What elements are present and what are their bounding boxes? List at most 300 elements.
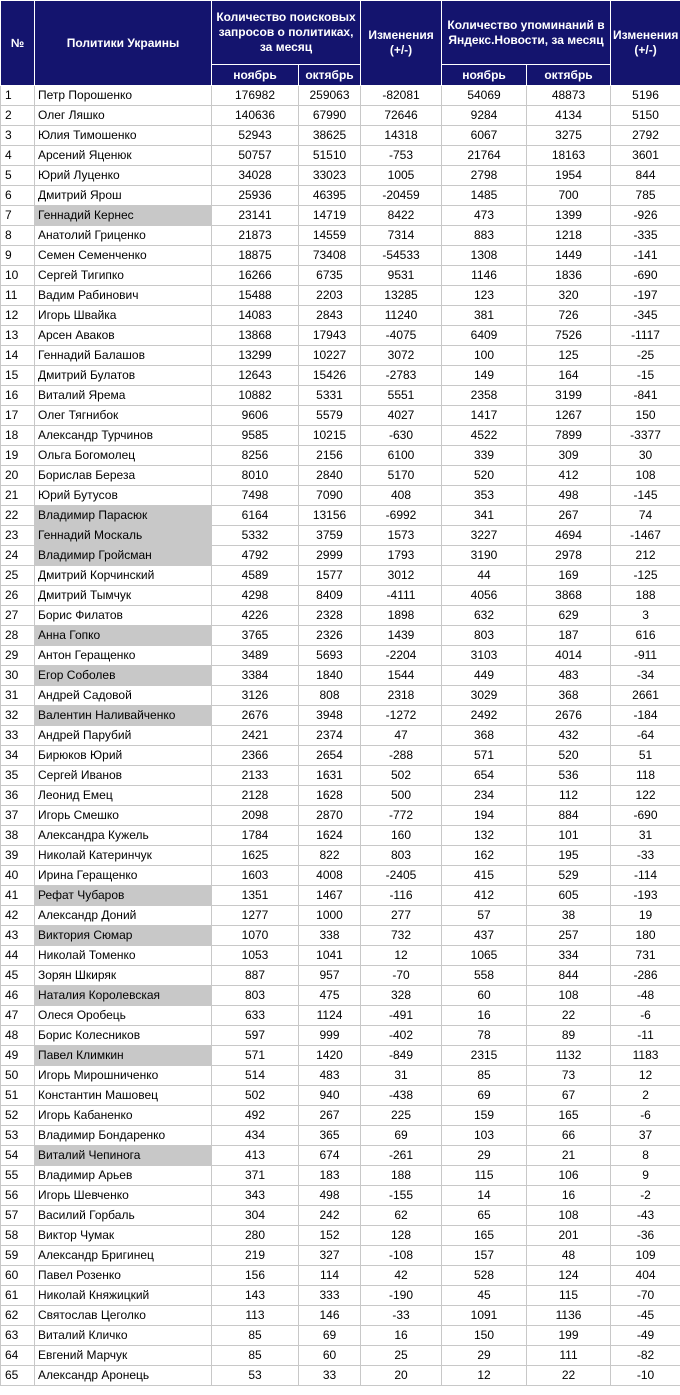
search-october: 1577 (299, 566, 361, 586)
row-number: 5 (1, 166, 35, 186)
search-november: 7498 (212, 486, 299, 506)
politician-name: Павел Климкин (35, 1046, 212, 1066)
search-october: 6735 (299, 266, 361, 286)
search-change: -261 (361, 1146, 442, 1166)
table-row (1, 946, 680, 966)
search-october: 152 (299, 1226, 361, 1246)
politician-name: Сергей Тигипко (35, 266, 212, 286)
row-number: 24 (1, 546, 35, 566)
politician-name: Вадим Рабинович (35, 286, 212, 306)
table-row (1, 886, 680, 906)
search-october: 146 (299, 1306, 361, 1326)
mentions-november: 103 (442, 1126, 527, 1146)
mentions-change: 74 (611, 506, 680, 526)
mentions-change: 3 (611, 606, 680, 626)
mentions-change: 122 (611, 786, 680, 806)
mentions-october: 2978 (527, 546, 611, 566)
mentions-october: 16 (527, 1186, 611, 1206)
search-october: 51510 (299, 146, 361, 166)
mentions-change: -43 (611, 1206, 680, 1226)
mentions-change: 8 (611, 1146, 680, 1166)
mentions-change: -690 (611, 806, 680, 826)
row-number: 47 (1, 1006, 35, 1026)
search-change: 188 (361, 1166, 442, 1186)
search-october: 1041 (299, 946, 361, 966)
mentions-change: 212 (611, 546, 680, 566)
politician-name: Николай Катеринчук (35, 846, 212, 866)
mentions-change: -82 (611, 1346, 680, 1366)
politician-name: Игорь Шевченко (35, 1186, 212, 1206)
row-number: 42 (1, 906, 35, 926)
search-change: 1439 (361, 626, 442, 646)
mentions-november: 4522 (442, 426, 527, 446)
mentions-november: 165 (442, 1226, 527, 1246)
table-row (1, 126, 680, 146)
search-november: 9585 (212, 426, 299, 446)
search-november: 1070 (212, 926, 299, 946)
search-october: 183 (299, 1166, 361, 1186)
mentions-change: -15 (611, 366, 680, 386)
search-change: 6100 (361, 446, 442, 466)
table-header (1, 1, 680, 86)
politician-name: Наталия Королевская (35, 986, 212, 1006)
mentions-november: 883 (442, 226, 527, 246)
search-change: 4027 (361, 406, 442, 426)
mentions-november: 449 (442, 666, 527, 686)
mentions-october: 2676 (527, 706, 611, 726)
politician-name: Зорян Шкиряк (35, 966, 212, 986)
row-number: 15 (1, 366, 35, 386)
mentions-change: -33 (611, 846, 680, 866)
table-row (1, 846, 680, 866)
search-october: 2999 (299, 546, 361, 566)
mentions-october: 7526 (527, 326, 611, 346)
search-october: 2203 (299, 286, 361, 306)
politician-name: Игорь Кабаненко (35, 1106, 212, 1126)
search-october: 33 (299, 1366, 361, 1386)
politician-name: Владимир Гройсман (35, 546, 212, 566)
search-november: 304 (212, 1206, 299, 1226)
table-row (1, 1066, 680, 1086)
mentions-change: -49 (611, 1326, 680, 1346)
mentions-october: 1836 (527, 266, 611, 286)
search-november: 4589 (212, 566, 299, 586)
header-search-october: октябрь (299, 65, 361, 86)
mentions-october: 3199 (527, 386, 611, 406)
search-october: 5579 (299, 406, 361, 426)
mentions-october: 108 (527, 986, 611, 1006)
row-number: 55 (1, 1166, 35, 1186)
table-row (1, 626, 680, 646)
mentions-november: 3227 (442, 526, 527, 546)
mentions-change: 30 (611, 446, 680, 466)
search-change: -108 (361, 1246, 442, 1266)
mentions-change: 5150 (611, 106, 680, 126)
mentions-october: 4694 (527, 526, 611, 546)
politician-name: Геннадий Москаль (35, 526, 212, 546)
politician-name: Василий Горбаль (35, 1206, 212, 1226)
mentions-change: -193 (611, 886, 680, 906)
row-number: 43 (1, 926, 35, 946)
table-row (1, 586, 680, 606)
search-change: -772 (361, 806, 442, 826)
mentions-november: 654 (442, 766, 527, 786)
search-change: 47 (361, 726, 442, 746)
mentions-change: -70 (611, 1286, 680, 1306)
mentions-change: 108 (611, 466, 680, 486)
mentions-november: 194 (442, 806, 527, 826)
row-number: 17 (1, 406, 35, 426)
search-change: -491 (361, 1006, 442, 1026)
search-october: 338 (299, 926, 361, 946)
search-change: -2783 (361, 366, 442, 386)
mentions-october: 89 (527, 1026, 611, 1046)
mentions-october: 4134 (527, 106, 611, 126)
search-november: 12643 (212, 366, 299, 386)
mentions-october: 498 (527, 486, 611, 506)
politician-name: Семен Семенченко (35, 246, 212, 266)
search-change: -54533 (361, 246, 442, 266)
search-change: -190 (361, 1286, 442, 1306)
politician-name: Петр Порошенко (35, 86, 212, 106)
row-number: 7 (1, 206, 35, 226)
mentions-october: 106 (527, 1166, 611, 1186)
mentions-november: 123 (442, 286, 527, 306)
mentions-november: 9284 (442, 106, 527, 126)
search-change: 9531 (361, 266, 442, 286)
mentions-november: 1308 (442, 246, 527, 266)
politician-name: Святослав Цеголко (35, 1306, 212, 1326)
mentions-october: 7899 (527, 426, 611, 446)
mentions-november: 100 (442, 346, 527, 366)
mentions-change: 118 (611, 766, 680, 786)
mentions-november: 159 (442, 1106, 527, 1126)
mentions-november: 57 (442, 906, 527, 926)
mentions-october: 73 (527, 1066, 611, 1086)
mentions-october: 1218 (527, 226, 611, 246)
table-row (1, 1126, 680, 1146)
mentions-november: 571 (442, 746, 527, 766)
mentions-november: 341 (442, 506, 527, 526)
mentions-change: 731 (611, 946, 680, 966)
politician-name: Леонид Емец (35, 786, 212, 806)
mentions-november: 85 (442, 1066, 527, 1086)
mentions-october: 412 (527, 466, 611, 486)
mentions-change: 12 (611, 1066, 680, 1086)
table-row (1, 526, 680, 546)
politician-name: Сергей Иванов (35, 766, 212, 786)
table-row (1, 1306, 680, 1326)
search-october: 1840 (299, 666, 361, 686)
search-november: 4226 (212, 606, 299, 626)
row-number: 3 (1, 126, 35, 146)
search-november: 371 (212, 1166, 299, 1186)
mentions-october: 108 (527, 1206, 611, 1226)
table-row (1, 1186, 680, 1206)
search-october: 333 (299, 1286, 361, 1306)
row-number: 10 (1, 266, 35, 286)
mentions-october: 22 (527, 1366, 611, 1386)
search-november: 3384 (212, 666, 299, 686)
mentions-november: 3103 (442, 646, 527, 666)
mentions-october: 432 (527, 726, 611, 746)
mentions-november: 157 (442, 1246, 527, 1266)
mentions-change: -125 (611, 566, 680, 586)
row-number: 25 (1, 566, 35, 586)
mentions-october: 1954 (527, 166, 611, 186)
search-november: 1053 (212, 946, 299, 966)
row-number: 29 (1, 646, 35, 666)
search-change: 5170 (361, 466, 442, 486)
search-change: 5551 (361, 386, 442, 406)
search-change: 25 (361, 1346, 442, 1366)
politician-name: Владимир Бондаренко (35, 1126, 212, 1146)
row-number: 61 (1, 1286, 35, 1306)
row-number: 52 (1, 1106, 35, 1126)
politician-name: Андрей Парубий (35, 726, 212, 746)
search-change: -33 (361, 1306, 442, 1326)
row-number: 30 (1, 666, 35, 686)
mentions-october: 334 (527, 946, 611, 966)
row-number: 12 (1, 306, 35, 326)
politician-name: Павел Розенко (35, 1266, 212, 1286)
politician-name: Анна Гопко (35, 626, 212, 646)
row-number: 35 (1, 766, 35, 786)
mentions-change: -2 (611, 1186, 680, 1206)
mentions-november: 368 (442, 726, 527, 746)
row-number: 44 (1, 946, 35, 966)
mentions-change: -6 (611, 1106, 680, 1126)
table-row (1, 486, 680, 506)
search-october: 1628 (299, 786, 361, 806)
mentions-change: 31 (611, 826, 680, 846)
search-change: 328 (361, 986, 442, 1006)
search-change: 8422 (361, 206, 442, 226)
mentions-change: -114 (611, 866, 680, 886)
mentions-october: 1132 (527, 1046, 611, 1066)
mentions-november: 803 (442, 626, 527, 646)
search-october: 1467 (299, 886, 361, 906)
table-row (1, 546, 680, 566)
search-november: 887 (212, 966, 299, 986)
search-change: 7314 (361, 226, 442, 246)
mentions-change: -286 (611, 966, 680, 986)
politician-name: Владимир Парасюк (35, 506, 212, 526)
mentions-november: 2492 (442, 706, 527, 726)
politician-name: Арсений Яценюк (35, 146, 212, 166)
politician-name: Анатолий Гриценко (35, 226, 212, 246)
search-october: 14559 (299, 226, 361, 246)
mentions-change: -690 (611, 266, 680, 286)
search-november: 1277 (212, 906, 299, 926)
search-november: 219 (212, 1246, 299, 1266)
mentions-change: 3601 (611, 146, 680, 166)
search-october: 259063 (299, 86, 361, 106)
politician-name: Александр Доний (35, 906, 212, 926)
search-october: 1420 (299, 1046, 361, 1066)
search-november: 1351 (212, 886, 299, 906)
search-october: 483 (299, 1066, 361, 1086)
politician-name: Юлия Тимошенко (35, 126, 212, 146)
search-october: 1624 (299, 826, 361, 846)
mentions-october: 3275 (527, 126, 611, 146)
mentions-change: -34 (611, 666, 680, 686)
search-change: 16 (361, 1326, 442, 1346)
politician-name: Ольга Богомолец (35, 446, 212, 466)
row-number: 27 (1, 606, 35, 626)
table-row (1, 406, 680, 426)
table-row (1, 1046, 680, 1066)
politician-name: Виталий Чепинога (35, 1146, 212, 1166)
politician-name: Геннадий Кернес (35, 206, 212, 226)
row-number: 50 (1, 1066, 35, 1086)
table-row (1, 766, 680, 786)
mentions-october: 66 (527, 1126, 611, 1146)
mentions-november: 149 (442, 366, 527, 386)
mentions-change: 19 (611, 906, 680, 926)
mentions-november: 1485 (442, 186, 527, 206)
search-november: 5332 (212, 526, 299, 546)
mentions-october: 101 (527, 826, 611, 846)
search-october: 365 (299, 1126, 361, 1146)
row-number: 18 (1, 426, 35, 446)
table-row (1, 366, 680, 386)
search-october: 2870 (299, 806, 361, 826)
politician-name: Юрий Бутусов (35, 486, 212, 506)
mentions-november: 353 (442, 486, 527, 506)
table-row (1, 866, 680, 886)
mentions-november: 65 (442, 1206, 527, 1226)
mentions-november: 69 (442, 1086, 527, 1106)
mentions-november: 2358 (442, 386, 527, 406)
search-november: 4792 (212, 546, 299, 566)
row-number: 46 (1, 986, 35, 1006)
search-change: -2204 (361, 646, 442, 666)
mentions-october: 22 (527, 1006, 611, 1026)
search-november: 6164 (212, 506, 299, 526)
table-row (1, 1246, 680, 1266)
search-change: 72646 (361, 106, 442, 126)
search-change: -1272 (361, 706, 442, 726)
mentions-november: 45 (442, 1286, 527, 1306)
search-november: 3489 (212, 646, 299, 666)
row-number: 31 (1, 686, 35, 706)
table-row (1, 646, 680, 666)
search-october: 2328 (299, 606, 361, 626)
mentions-october: 1399 (527, 206, 611, 226)
table-row (1, 1366, 680, 1386)
politician-name: Арсен Аваков (35, 326, 212, 346)
row-number: 1 (1, 86, 35, 106)
table-row (1, 1106, 680, 1126)
table-row (1, 1086, 680, 1106)
mentions-november: 132 (442, 826, 527, 846)
table-row (1, 1026, 680, 1046)
search-october: 2374 (299, 726, 361, 746)
search-change: 1573 (361, 526, 442, 546)
table-row (1, 746, 680, 766)
search-october: 15426 (299, 366, 361, 386)
search-change: -753 (361, 146, 442, 166)
mentions-change: 2792 (611, 126, 680, 146)
search-change: 14318 (361, 126, 442, 146)
search-october: 822 (299, 846, 361, 866)
search-november: 1603 (212, 866, 299, 886)
search-november: 50757 (212, 146, 299, 166)
search-october: 13156 (299, 506, 361, 526)
mentions-november: 234 (442, 786, 527, 806)
politician-name: Антон Геращенко (35, 646, 212, 666)
mentions-november: 3190 (442, 546, 527, 566)
table-row (1, 1346, 680, 1366)
table-row (1, 686, 680, 706)
mentions-october: 605 (527, 886, 611, 906)
mentions-october: 18163 (527, 146, 611, 166)
mentions-change: 616 (611, 626, 680, 646)
search-change: -438 (361, 1086, 442, 1106)
search-change: 277 (361, 906, 442, 926)
table-row (1, 706, 680, 726)
mentions-change: -1467 (611, 526, 680, 546)
mentions-change: -926 (611, 206, 680, 226)
row-number: 56 (1, 1186, 35, 1206)
row-number: 13 (1, 326, 35, 346)
search-change: 732 (361, 926, 442, 946)
search-november: 633 (212, 1006, 299, 1026)
row-number: 16 (1, 386, 35, 406)
search-change: 225 (361, 1106, 442, 1126)
search-november: 140636 (212, 106, 299, 126)
mentions-change: 9 (611, 1166, 680, 1186)
search-november: 3765 (212, 626, 299, 646)
mentions-november: 115 (442, 1166, 527, 1186)
mentions-october: 368 (527, 686, 611, 706)
header-number: № (1, 1, 35, 86)
table-row (1, 1266, 680, 1286)
mentions-october: 4014 (527, 646, 611, 666)
mentions-october: 67 (527, 1086, 611, 1106)
search-october: 498 (299, 1186, 361, 1206)
row-number: 48 (1, 1026, 35, 1046)
mentions-november: 520 (442, 466, 527, 486)
search-october: 674 (299, 1146, 361, 1166)
mentions-change: 109 (611, 1246, 680, 1266)
mentions-october: 309 (527, 446, 611, 466)
table-row (1, 826, 680, 846)
mentions-change: -36 (611, 1226, 680, 1246)
row-number: 57 (1, 1206, 35, 1226)
search-change: 1005 (361, 166, 442, 186)
mentions-october: 3868 (527, 586, 611, 606)
row-number: 8 (1, 226, 35, 246)
politician-name: Олеся Оробець (35, 1006, 212, 1026)
search-november: 13299 (212, 346, 299, 366)
mentions-october: 1136 (527, 1306, 611, 1326)
mentions-november: 412 (442, 886, 527, 906)
search-change: 502 (361, 766, 442, 786)
table-row (1, 986, 680, 1006)
mentions-november: 3029 (442, 686, 527, 706)
table-row (1, 466, 680, 486)
mentions-october: 169 (527, 566, 611, 586)
search-change: 803 (361, 846, 442, 866)
mentions-change: -345 (611, 306, 680, 326)
politician-name: Дмитрий Тымчук (35, 586, 212, 606)
search-october: 10227 (299, 346, 361, 366)
search-october: 475 (299, 986, 361, 1006)
search-november: 13868 (212, 326, 299, 346)
mentions-november: 2315 (442, 1046, 527, 1066)
